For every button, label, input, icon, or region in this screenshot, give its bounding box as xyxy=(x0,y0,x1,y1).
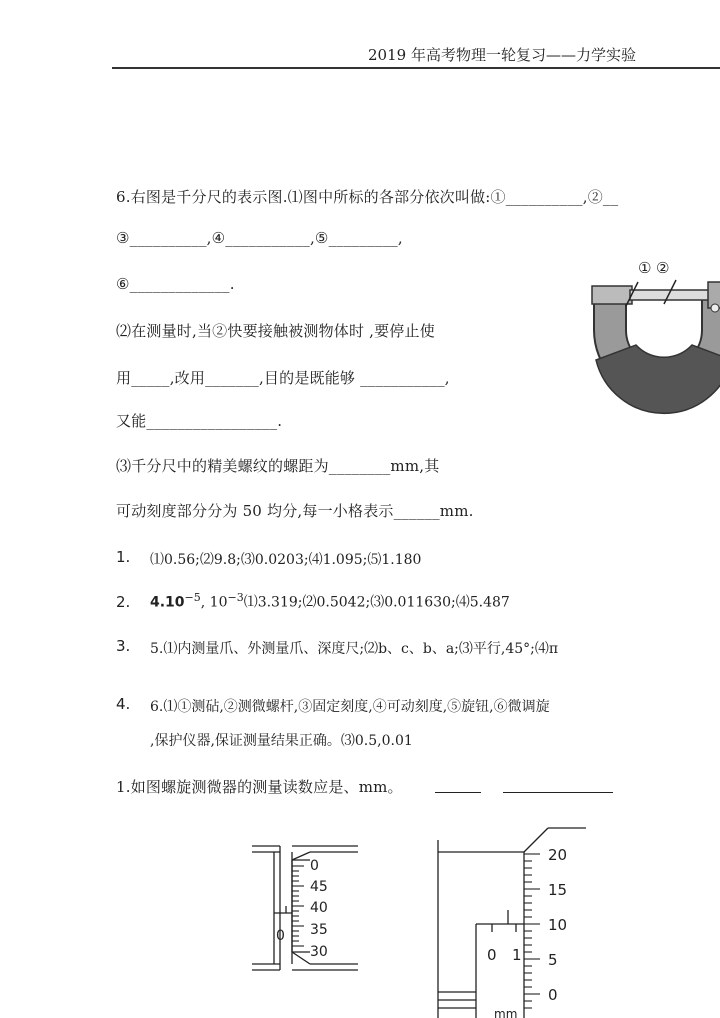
answer-text-2 xyxy=(150,591,510,612)
answer-number-3: 3. xyxy=(116,637,131,655)
answer-number-2: 2. xyxy=(116,593,131,611)
left-thimble-label-30: 30 xyxy=(310,944,328,960)
q6-line-4: ⑵在测量时,当②快要接触被测物体时 ,要停止使 xyxy=(116,322,435,340)
answer-2-exponent-2: −3 xyxy=(227,591,244,604)
answer-2-text: ⑴3.319;⑵0.5042;⑶0.011630;⑷5.487 xyxy=(243,594,510,611)
left-sleeve-label-0: 0 xyxy=(276,928,285,944)
right-thimble-label-0: 0 xyxy=(548,986,558,1004)
figure-label-1: ① xyxy=(638,259,652,277)
answer-2-mid: , 10 xyxy=(200,594,228,611)
page-header-title: 2019 年高考物理一轮复习——力学实验 xyxy=(368,46,636,64)
header-divider xyxy=(112,67,720,69)
right-thimble-label-20: 20 xyxy=(548,846,568,864)
answer-2-prefix: 4.10 xyxy=(150,594,185,611)
left-thimble-label-45: 45 xyxy=(310,879,328,895)
answer-blank-2 xyxy=(503,792,613,793)
answer-text-3: 5.⑴内测量爪、外测量爪、深度尺;⑵b、c、b、a;⑶平行,45°;⑷π xyxy=(150,641,559,657)
q6-line-6: 又能_________________. xyxy=(116,412,283,430)
micrometer-figure xyxy=(574,250,720,470)
q6-line-8: 可动刻度部分分为 50 均分,每一小格表示______mm. xyxy=(116,502,474,520)
right-unit-label: mm xyxy=(494,1007,518,1018)
answer-number-4: 4. xyxy=(116,695,131,713)
question-1-text: 1.如图螺旋测微器的测量读数应是、mm。 xyxy=(116,778,403,796)
answer-text-4-continued: ,保护仪器,保证测量结果正确。⑶0.5,0.01 xyxy=(150,733,413,749)
q6-line-7: ⑶千分尺中的精美螺纹的螺距为________mm,其 xyxy=(116,457,440,475)
left-thimble-label-0: 0 xyxy=(310,858,319,874)
micrometer-diagram-right xyxy=(436,824,596,1018)
answer-text-1: ⑴0.56;⑵9.8;⑶0.0203;⑷1.095;⑸1.180 xyxy=(150,552,422,568)
answer-number-1: 1. xyxy=(116,548,131,566)
right-thimble-label-10: 10 xyxy=(548,916,568,934)
answer-2-exponent-1: −5 xyxy=(184,591,201,604)
q6-line-3: ⑥_____________. xyxy=(116,275,235,293)
q6-line-1: 6.右图是千分尺的表示图.⑴图中所标的各部分依次叫做:①__________,②__ xyxy=(116,188,619,206)
left-thimble-label-40: 40 xyxy=(310,900,328,916)
answer-text-4: 6.⑴①测砧,②测微螺杆,③固定刻度,④可动刻度,⑤旋钮,⑥微调旋 xyxy=(150,699,550,715)
right-thimble-label-15: 15 xyxy=(548,881,568,899)
q6-line-2: ③__________,④___________,⑤_________, xyxy=(116,229,403,247)
right-sleeve-label-1: 1 xyxy=(512,946,522,964)
left-thimble-label-35: 35 xyxy=(310,922,328,938)
micrometer-diagram-left xyxy=(248,838,368,983)
figure-label-2: ② xyxy=(656,259,670,277)
right-sleeve-label-0: 0 xyxy=(487,946,497,964)
answer-blank-1 xyxy=(435,792,481,793)
right-thimble-label-5: 5 xyxy=(548,951,558,969)
q6-line-5: 用_____,改用_______,目的是既能够 ___________, xyxy=(116,369,450,387)
